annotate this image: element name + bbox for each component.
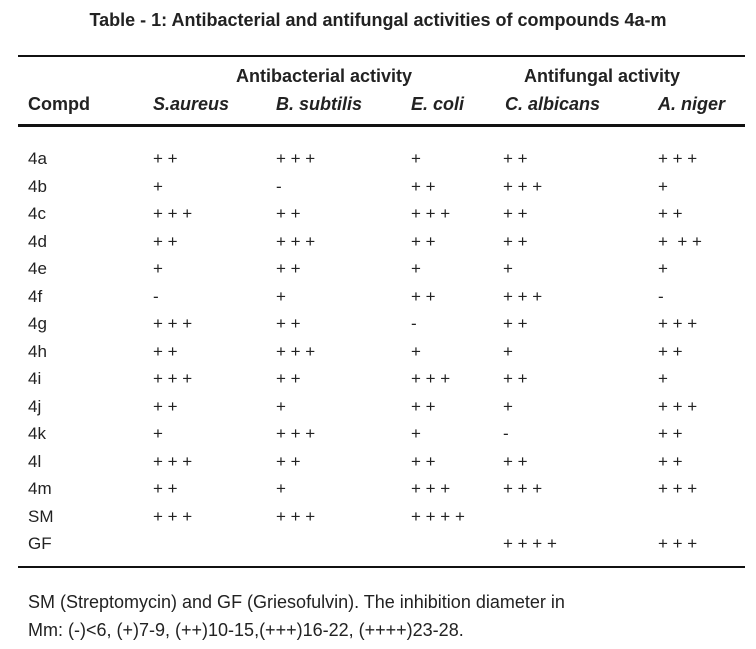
cell-compd: 4l	[28, 451, 42, 471]
cell-b-subtilis: +	[276, 479, 286, 498]
cell-e-coli: +	[411, 149, 421, 168]
cell-a-niger: + +	[658, 424, 683, 443]
table-title: Table - 1: Antibacterial and antifungal activities of compounds 4a-m	[89, 10, 667, 30]
cell-c-albicans: + +	[503, 204, 528, 223]
cell-a-niger: + +	[658, 341, 683, 361]
cell-c-albicans: +	[503, 396, 513, 416]
cell-a-niger: -	[658, 286, 664, 306]
cell-c-albicans: + + + +	[503, 534, 557, 553]
cell-compd: SM	[28, 506, 54, 526]
cell-s-aureus: +	[153, 424, 163, 443]
cell-a-niger: + + +	[658, 149, 698, 168]
cell-compd: 4d	[28, 231, 47, 251]
cell-b-subtilis: + + +	[276, 341, 316, 361]
cell-compd: 4f	[28, 286, 43, 306]
cell-c-albicans: + +	[503, 231, 528, 251]
cell-e-coli: + + +	[411, 204, 451, 223]
cell-s-aureus: + + +	[153, 506, 193, 526]
cell-c-albicans: +	[503, 259, 513, 278]
antibacterial-group-header: Antibacterial activity	[236, 66, 413, 86]
cell-compd: 4a	[28, 149, 47, 168]
cell-e-coli: + + +	[411, 369, 451, 388]
cell-b-subtilis: + + +	[276, 424, 316, 443]
bottom-rule	[18, 566, 745, 568]
cell-e-coli: +	[411, 424, 421, 443]
cell-s-aureus: +	[153, 259, 163, 278]
cell-b-subtilis: + +	[276, 204, 301, 223]
cell-s-aureus: + +	[153, 341, 178, 361]
cell-b-subtilis: +	[276, 396, 286, 416]
column-header-c-albicans: C. albicans	[505, 94, 601, 114]
cell-compd: 4c	[28, 204, 46, 223]
cell-s-aureus: + +	[153, 231, 178, 251]
cell-c-albicans: + + +	[503, 176, 543, 196]
cell-s-aureus: + +	[153, 479, 178, 498]
footnote-line-1: SM (Streptomycin) and GF (Griesofulvin). The inhibition diameter in	[28, 592, 565, 612]
cell-c-albicans: + +	[503, 451, 528, 471]
cell-e-coli: + +	[411, 231, 436, 251]
cell-c-albicans: + +	[503, 149, 528, 168]
footnote-line-2: Mm: (-)<6, (+)7-9, (++)10-15,(+++)16-22, (++++)23-28.	[28, 620, 464, 640]
cell-b-subtilis: + +	[276, 451, 301, 471]
cell-c-albicans: + +	[503, 314, 528, 333]
cell-e-coli: + + + +	[411, 506, 465, 526]
top-rule	[18, 55, 745, 57]
cell-compd: 4m	[28, 479, 52, 498]
cell-e-coli: + +	[411, 451, 436, 471]
column-header-a-niger: A. niger	[658, 94, 726, 114]
column-header-compd: Compd	[28, 94, 90, 114]
cell-c-albicans: -	[503, 424, 509, 443]
cell-a-niger: + +	[658, 451, 683, 471]
cell-s-aureus: -	[153, 286, 159, 306]
cell-s-aureus: + + +	[153, 451, 193, 471]
cell-s-aureus: +	[153, 176, 163, 196]
cell-b-subtilis: + + +	[276, 231, 316, 251]
cell-b-subtilis: + +	[276, 314, 301, 333]
cell-e-coli: + +	[411, 396, 436, 416]
cell-e-coli: -	[411, 314, 417, 333]
cell-a-niger: + + +	[658, 314, 698, 333]
cell-a-niger: + +	[658, 204, 683, 223]
cell-a-niger: + + +	[658, 396, 698, 416]
cell-a-niger: +	[658, 369, 668, 388]
cell-e-coli: + +	[411, 176, 436, 196]
cell-compd: GF	[28, 534, 52, 553]
cell-a-niger: +	[658, 259, 668, 278]
cell-e-coli: + +	[411, 286, 436, 306]
cell-b-subtilis: -	[276, 176, 282, 196]
cell-c-albicans: + + +	[503, 286, 543, 306]
cell-s-aureus: + + +	[153, 314, 193, 333]
cell-b-subtilis: +	[276, 286, 286, 306]
cell-b-subtilis: + +	[276, 259, 301, 278]
column-header-e-coli: E. coli	[411, 94, 465, 114]
antifungal-group-header: Antifungal activity	[524, 66, 681, 86]
cell-a-niger: + + +	[658, 534, 698, 553]
cell-b-subtilis: + + +	[276, 149, 316, 168]
cell-c-albicans: + + +	[503, 479, 543, 498]
cell-e-coli: +	[411, 259, 421, 278]
cell-e-coli: + + +	[411, 479, 451, 498]
table-footnote	[28, 588, 728, 644]
column-header-s-aureus: S.aureus	[153, 94, 230, 114]
cell-s-aureus: + + +	[153, 204, 193, 223]
cell-s-aureus: + +	[153, 149, 178, 168]
cell-a-niger: + + +	[658, 479, 698, 498]
cell-s-aureus: + + +	[153, 369, 193, 388]
cell-compd: 4e	[28, 259, 47, 278]
cell-s-aureus: + +	[153, 396, 178, 416]
cell-b-subtilis: + +	[276, 369, 301, 388]
cell-c-albicans: +	[503, 341, 513, 361]
cell-a-niger: +	[658, 176, 668, 196]
cell-b-subtilis: + + +	[276, 506, 316, 526]
cell-compd: 4i	[28, 369, 42, 388]
cell-compd: 4g	[28, 314, 47, 333]
cell-compd: 4h	[28, 341, 47, 361]
header-rule	[18, 124, 745, 127]
cell-c-albicans: + +	[503, 369, 528, 388]
cell-compd: 4j	[28, 396, 42, 416]
cell-a-niger: + + +	[658, 231, 702, 251]
cell-compd: 4b	[28, 176, 47, 196]
cell-e-coli: +	[411, 341, 421, 361]
cell-compd: 4k	[28, 424, 46, 443]
column-header-b-subtilis: B. subtilis	[276, 94, 363, 114]
